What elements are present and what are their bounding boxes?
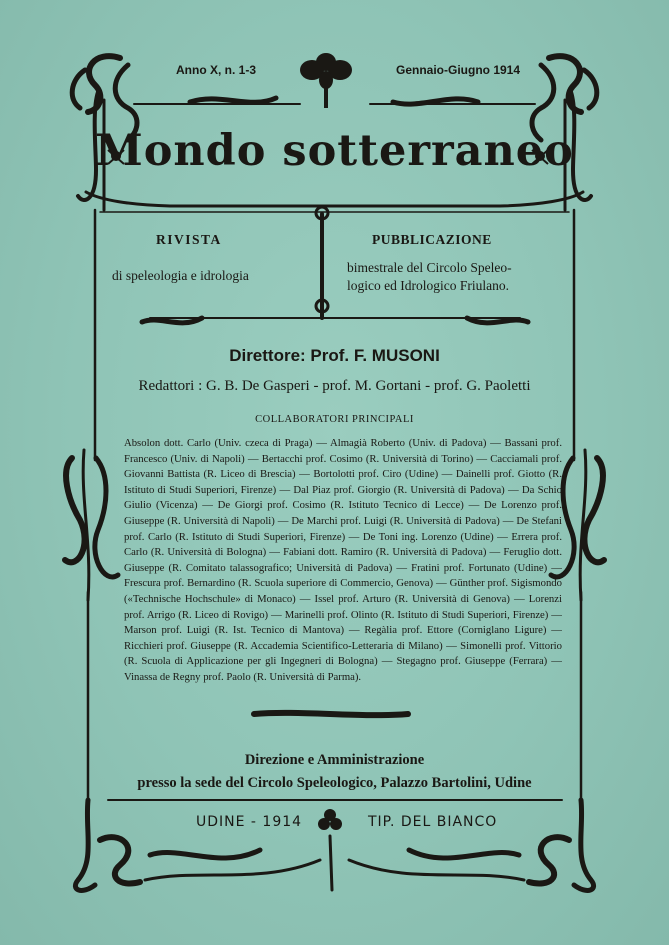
issue-number: Anno X, n. 1-3 (176, 63, 257, 77)
editors-line: Redattori : G. B. De Gasperi - prof. M. Gortani - prof. G. Paoletti (138, 378, 531, 394)
collaborators-text: Absolon dott. Carlo (Univ. czeca di Praga) — Almagià Roberto (Univ. di Padova) — Bassani prof. Francesco (Univ. di Napoli) — Bertacchi prof. Cosimo (R. Università di Torino) — Cacciamali prof. Giovanni Battista (R. Liceo di Brescia) — Bortolotti prof. Ciro (Udine) — Dainelli prof. Giotto (R. Istituto di Studi Superiori, Firenze) — Dal Piaz prof. Giorgio (R. Università di Padova) — Da Schio Giulio (Vicenza) — De Giorgi prof. Cosimo (R. Istituto Tecnico di Lecce) — De Lorenzo prof. Giuseppe (R. Università di Napoli) — De Marchi prof. Luigi (R. Università di Padova) — De Stefani prof. Carlo (R. Istituto di Studi Superiori, Firenze) — De Toni ing. Lorenzo (Udine) — Errera prof. Carlo (R. Università di Bologna) — Fabiani dott. Ramiro (R. Università di Padova) — Feruglio dott. Giuseppe (R. Comitato talassografico; Università di Padova) — Fratini prof. Fortunato (Udine) — Frescura prof. Bernardino (R. Scuola superiore di Commercio, Genova) — Günther prof. Sigismondo («Technische Hochschule» di Monaco) — Issel prof. Arturo (R. Università di Genova) — Lorenzi prof. Arrigo (R. Liceo di Rovigo) — Marinelli prof. Olinto (R. Istituto di Studi Superiori, Firenze) — Marson prof. Luigi (R. Ist. Tecnico di Mantova) — Regàlia prof. Ettore (Corniglano Ligure) — Ricchieri prof. Giuseppe (R. Accademia Scientifico-Letteraria di Milano) — Simonelli prof. Vittorio (R. Scuola di Applicazione per gli Ingegneri di Bologna) — Stegagno prof. Giuseppe (Ferrara) — Vinassa de Regny prof. Paolo (R. Università di Parma). (124, 437, 562, 683)
collaborators-list (124, 436, 562, 686)
footer-printer: TIP. DEL BIANCO (368, 814, 498, 830)
director-line: Direttore: Prof. F. MUSONI (229, 346, 440, 365)
magazine-title: Mondo sotterraneo (95, 126, 574, 176)
administration-line1: Direzione e Amministrazione (244, 752, 425, 768)
footer-place-year: UDINE - 1914 (196, 814, 303, 830)
poppy-flower-icon (300, 53, 352, 108)
subtitle-right-line2: logico ed Idrologico Friulano. (347, 278, 509, 293)
subtitle-right-label: PUBBLICAZIONE (372, 232, 492, 247)
subtitle-right-line1: bimestrale del Circolo Speleo- (347, 260, 512, 275)
collaborators-heading: COLLABORATORI PRINCIPALI (255, 414, 414, 425)
administration-line2: presso la sede del Circolo Speleologico, Palazzo Bartolini, Udine (137, 775, 532, 791)
clover-icon (318, 809, 342, 830)
subtitle-left-line: di speleologia e idrologia (112, 268, 249, 283)
left-middle-vine-ornament (65, 450, 118, 600)
issue-date: Gennaio-Giugno 1914 (396, 63, 521, 77)
subtitle-left-label: RIVISTA (156, 232, 222, 247)
